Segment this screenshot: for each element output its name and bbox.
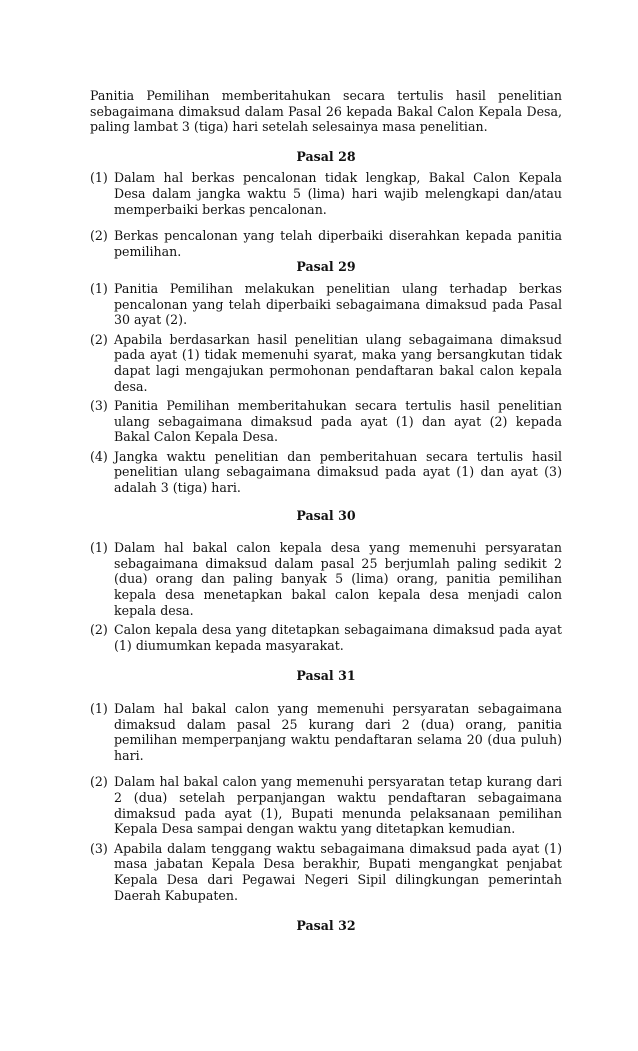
item-text: Dalam hal bakal calon yang memenuhi persyaratan tetap kurang dari 2 (dua) setelah perpanjangan waktu pendaftaran sebagaimana dimaksud pada ayat (1), Bupati menunda pelaksanaan pemilihan Kepala Desa sampai dengan waktu yang ditetapkan kemudian.: [114, 774, 562, 837]
item-number: (3): [90, 398, 108, 414]
item-text: Panitia Pemilihan melakukan penelitian ulang terhadap berkas pencalonan yang telah diperbaiki sebagaimana dimaksud pada Pasal 30 ayat (2).: [114, 280, 562, 328]
list-item: [90, 841, 562, 903]
pasal-31-items: [90, 701, 562, 903]
list-item: [90, 701, 562, 763]
item-number: (1): [90, 540, 108, 556]
pasal-30-heading: Pasal 30: [296, 507, 356, 523]
pasal-30-items: [90, 540, 562, 653]
item-text: Jangka waktu penelitian dan pemberitahuan secara tertulis hasil penelitian ulang sebagaimana dimaksud pada ayat (1) dan ayat (3) adalah 3 (tiga) hari.: [114, 448, 562, 496]
item-text: Dalam hal bakal calon kepala desa yang memenuhi persyaratan sebagaimana dimaksud dalam pasal 25 berjumlah paling sedikit 2 (dua) orang dan paling banyak 5 (lima) orang, panitia pemilihan kepala desa menetapkan bakal calon kepala desa menjadi calon kepala desa.: [114, 540, 562, 618]
item-number: (2): [90, 228, 108, 244]
list-item: [90, 170, 562, 217]
item-text: Berkas pencalonan yang telah diperbaiki diserahkan kepada panitia pemilihan.: [114, 228, 562, 259]
document-page: [90, 88, 562, 934]
pasal-32-heading: Pasal 32: [296, 918, 356, 934]
intro-paragraph: Panitia Pemilihan memberitahukan secara tertulis hasil penelitian sebagaimana dimaksud dalam Pasal 26 kepada Bakal Calon Kepala Desa, paling lambat 3 (tiga) hari setelah selesainya masa penelitian.: [90, 88, 562, 135]
item-text: Dalam hal bakal calon yang memenuhi persyaratan sebagaimana dimaksud dalam pasal 25 kurang dari 2 (dua) orang, panitia pemilihan memperpanjang waktu pendaftaran selama 20 (dua puluh) hari.: [114, 701, 562, 763]
item-number: (4): [90, 448, 108, 464]
list-item: [90, 622, 562, 653]
pasal-28-items: [90, 170, 562, 259]
item-number: (2): [90, 774, 108, 790]
pasal-28-heading: Pasal 28: [296, 148, 356, 164]
item-text: Calon kepala desa yang ditetapkan sebagaimana dimaksud pada ayat (1) diumumkan kepada masyarakat.: [114, 622, 562, 653]
list-item: [90, 449, 562, 496]
list-item: [90, 228, 562, 259]
pasal-31-heading: Pasal 31: [296, 668, 356, 684]
item-text: Apabila dalam tenggang waktu sebagaimana dimaksud pada ayat (1) masa jabatan Kepala Desa berakhir, Bupati mengangkat penjabat Kepala Desa dari Pegawai Negeri Sipil dilingkungan pemerintah Daerah Kabupaten.: [114, 840, 562, 903]
item-number: (2): [90, 622, 108, 638]
list-item: [90, 774, 562, 836]
item-text: Panitia Pemilihan memberitahukan secara tertulis hasil penelitian ulang sebagaimana dimaksud pada ayat (1) dan ayat (2) kepada Bakal Calon Kepala Desa.: [114, 398, 562, 445]
item-number: (2): [90, 331, 108, 347]
list-item: [90, 540, 562, 618]
item-number: (1): [90, 280, 108, 296]
item-number: (1): [90, 701, 108, 716]
pasal-29-heading: Pasal 29: [296, 259, 356, 275]
pasal-29-items: [90, 281, 562, 496]
list-item: [90, 398, 562, 445]
item-number: (1): [90, 170, 108, 186]
list-item: [90, 281, 562, 328]
item-text: Apabila berdasarkan hasil penelitian ulang sebagaimana dimaksud pada ayat (1) tidak memenuhi syarat, maka yang bersangkutan tidak dapat lagi mengajukan permohonan pendaftaran bakal calon kepala desa.: [114, 331, 562, 394]
list-item: [90, 332, 562, 394]
item-number: (3): [90, 840, 108, 856]
item-text: Dalam hal berkas pencalonan tidak lengkap, Bakal Calon Kepala Desa dalam jangka waktu 5 (lima) hari wajib melengkapi dan/atau memperbaiki berkas pencalonan.: [114, 170, 562, 217]
